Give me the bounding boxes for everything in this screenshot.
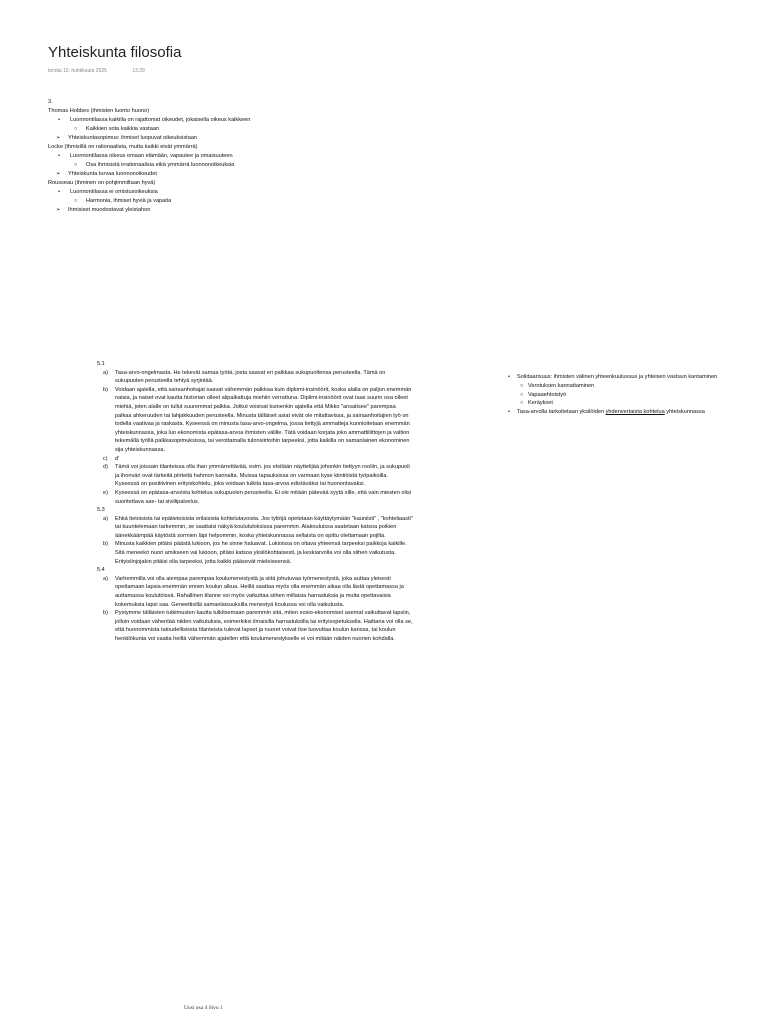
- answer-label: a): [103, 369, 108, 376]
- side-note-item: [508, 373, 768, 382]
- answer-item: [97, 369, 413, 386]
- circle-bullet-icon: ○: [520, 400, 524, 407]
- answer-item: [97, 386, 413, 455]
- answer-text: Ehkä tietoisista tai epätietoisista erilaisista kohtelutavoista. Jos tyttöjä opetetaan käyttäytymään "kauniisti" , "kohteliaasti" tai kuuntelemaan tarkemmin, se saattaisi näkyä koulutuloksissa paremmin. Alakouluissa saatetaan katsoa poikien äänekkäämpää käytöstä sormien läpi helpommin, koska yhteiskunnassa sellaista on opittu olettamaan pojilta.: [115, 515, 413, 539]
- answer-item: [97, 455, 413, 464]
- answer-item: [97, 463, 413, 489]
- section-heading: 5.1: [97, 361, 105, 367]
- answer-text: Varhemmilla voi olla aiempaa parempaa koulumenestystä ja siitä johutuvaa työmenestystä, joka auttaa yleisesti opettamaan lapsia enemmän ennen koulun alkua. Heillä saattaa myös olla enemmän aikaa olla lästä opettamassa ja auttamassa koulutöissä. Rahallinen tilanne voi myös vaikuttaa siihen millaisia harrastuksia ja muita opettavaisia kokemuksia lapsi saa. Geneettisillä samanlaisuuksilla menestyä koulussa voi olla vaikutusta.: [115, 575, 404, 608]
- outline-text: Osa ihmisistä irrationaalisia eikä ymmärrä luonnonoikeuksia: [86, 162, 235, 168]
- notes-outline: [48, 98, 328, 215]
- side-note-text: Vapaaehtoistyö: [528, 391, 567, 398]
- outline-line: [48, 134, 328, 143]
- outline-text: Thomas Hobbes (ihmisten luonto huono): [48, 108, 150, 114]
- outline-line: [48, 188, 328, 197]
- circle-bullet-icon: ○: [74, 126, 78, 132]
- bullet-icon: •: [508, 409, 510, 416]
- outline-line: [48, 98, 328, 107]
- answer-label: c): [103, 455, 108, 462]
- answer-label: a): [103, 515, 108, 522]
- side-note-item: [508, 399, 768, 408]
- side-note-text: Solidaarisuus: ihmisten välinen yhteenkuuluvuus ja yhteisen vastuun kantaminen: [517, 374, 718, 380]
- outline-text: Luonnontilassa oikeus omaan elämään, vapautee ja omaisuuteen: [70, 153, 233, 159]
- answers-block: [97, 360, 413, 644]
- outline-line: [48, 107, 328, 116]
- outline-text: Kaikkien sota kaikkia vastaan: [86, 126, 160, 132]
- outline-line: [48, 161, 328, 170]
- outline-line: [48, 179, 328, 188]
- answer-text: Minusta kaikkien pitäisi päästä lukioon, jos he sinne haluavat. Lukioissa on oltava yhteensä tarpeeksi paikkoja kaikille. Sitä meneekö nuori amikseen vai lukioon, pitäisi katsoa yksilökohtaisesti, ja keskiarvolla voi olla siihen vaikutusta. Erityislinjojakin pitäisi olla tarpeeksi, jotta kaikki pääsevät mieleiseensä.: [115, 541, 407, 565]
- page-footer: Uusi osa 4 Sivu 1: [184, 1005, 223, 1011]
- circle-bullet-icon: ○: [74, 162, 78, 168]
- page-date: torstai 10. huhtikuuta 2025: [48, 68, 107, 74]
- outline-text: Ihmisiset muodostavat yleistahon: [68, 207, 151, 213]
- side-note-text: Keräykset: [528, 400, 553, 407]
- outline-text: Rousseau (ihminen on pohjimmiltaan hyvä): [48, 180, 156, 186]
- answer-text: Voidaan ajatella, että sairaanhoitajat saavat vähemmän palkkaa kuin diplomi-insinöörit, koska alalla on paljon enemmän naisia, ja naiset ovat kautta historian olleet alipalkattuja miehiin verrattuna. Diplimi-insinöörit ovat taas suurin osa olleet miehiä, joten alalle on tullut suuremmat palkka. Jotkut voisivat kuinenkin ajatella että Mikko "ansaitsee" parempaa palkaa ahkeruuden tai lahjakkuuden perusteella. Minusta tälläiset asiat eivät ole mitattavissa, ja sairaanhoitajien työ on todella vaativaa ja raskasta. Kyseessä on minusta tasa-arvo-ongelma, jossa tiettyjä ammatteja kunnioitetaan enemmän yhteiskunnassa, joka luo ekonomista epätasa-arvoa ihmisten välille. Tätä voidaan korjata joko ammattiliittojen ja valtion tekemällä työllä palkkasopimuksissa, tai verottamalla tulonsiirtoihin tarpeeksi, jotta kaikilla on samanlainen ekonominen sija yhteiskunnassa.: [115, 386, 412, 453]
- section-heading: 5.3: [97, 507, 105, 514]
- outline-line: [48, 143, 328, 152]
- outline-text: Harmonia, ihmiset hyviä ja vapaita: [86, 198, 172, 204]
- answer-item: [97, 575, 413, 609]
- arrow-bullet-icon: ➢: [56, 171, 61, 177]
- answer-item: [97, 540, 413, 566]
- bullet-icon: •: [58, 153, 60, 159]
- side-note-item: [508, 391, 768, 400]
- answer-label: b): [103, 386, 108, 393]
- arrow-bullet-icon: ➢: [56, 135, 61, 141]
- circle-bullet-icon: ○: [520, 391, 524, 398]
- outline-line: [48, 170, 328, 179]
- bullet-icon: •: [58, 189, 60, 195]
- answer-label: b): [103, 541, 108, 548]
- side-notes: [508, 373, 768, 417]
- underlined-phrase: yhdenvertaista kohtelua: [605, 409, 665, 416]
- side-note-item: [508, 382, 768, 391]
- outline-line: [48, 125, 328, 134]
- answer-text: Tämä voi joissain tilanteissa olla ihan ymmärrettävää, esim. jos etsitään näyttelijää johonkin tiettyyn rooliin, ja sukupuoli ja ihonväri ovat tärkeitä piirteitä hahmon kannalta. Muissa tapauksissa on varmaan kyse kiintiöistä työpaikoilla. Kyseessä on positiivinen erityiskohtelu, joka voidaan tulkita tasa-arvoa edistäväksi tai huonontavaksi.: [115, 464, 410, 488]
- circle-bullet-icon: ○: [520, 382, 524, 389]
- answer-text: Tasa-arvo-ongelmasta. He tekevät samaa työtä, josta saavat eri palkkaa sukupuoltensa perusteella. Tämä on sukupuolen perusteella tehtyä syrjintää.: [115, 369, 386, 385]
- page-time: 13.29: [132, 68, 145, 74]
- answer-label: d): [103, 464, 108, 471]
- answer-label: b): [103, 610, 108, 617]
- answer-item: [97, 515, 413, 541]
- answer-label: e): [103, 489, 108, 496]
- answer-text: Pystymme tälläisten tutkimusten kautta tulkitsemaan paremmin sitä, miten sosio-ekonomiset asemat vaikuttavat lapsiin, jolloin voidaan vähentää niiden vaikutuksia, esimerkiksi ilmaisilla harrastuksilla tai erityisopetuksella. Haittana voi olla se, että huonommista taloudellisissta tilanteista tulevat lapset ja nuoret voivat itse luovuttaa koulun kanssa, tai koulun henkilökunta voi vaatia heiltä vähemmän ajatellen että koulumenestykselle ei voi mitään näiden nuorien kohdalla.: [115, 610, 413, 642]
- section-heading: 5.4: [97, 567, 105, 574]
- bullet-icon: •: [58, 117, 60, 123]
- circle-bullet-icon: ○: [74, 198, 78, 204]
- side-note-text: Verotuksen kannattaminen: [528, 382, 595, 389]
- answer-item: [97, 609, 413, 643]
- arrow-bullet-icon: ➢: [56, 207, 61, 213]
- side-note-text: yhteiskunnassa: [664, 409, 705, 416]
- side-note-text: Tasa-arvolla tarkoitetaan yksilöiden: [517, 409, 606, 416]
- answer-text: d': [115, 455, 120, 462]
- outline-text: Luonnontilassa kaikilla on rajattomat oikeudet, jokaisella oikeus kaikkeen: [70, 117, 251, 123]
- outline-text: 3.: [48, 99, 53, 105]
- side-note-item: [508, 408, 768, 417]
- answer-text: Kyseessä on epätasa-arvoista kohtelua sukupuolen perusteella. Ei ole mitään pätevää syytä sille, että vain miesten olisi suoritettava ase- tai siviilipalvelus.: [115, 489, 412, 505]
- outline-line: [48, 197, 328, 206]
- outline-line: [48, 152, 328, 161]
- outline-line: [48, 116, 328, 125]
- page-datetime: [48, 68, 169, 74]
- answer-item: [97, 489, 413, 506]
- outline-line: [48, 206, 328, 215]
- outline-text: Luonnontilassa ei omistusoikeuksia: [70, 189, 158, 195]
- outline-text: Yhteiskunta turvaa luonnonoikeudet: [68, 171, 157, 177]
- page-title: Yhteiskunta filosofia: [48, 44, 182, 61]
- outline-text: Locke (Ihmisillä on rationaalista, mutta kaikki eivät ymmärrä): [48, 144, 198, 150]
- bullet-icon: •: [508, 374, 510, 380]
- answer-label: a): [103, 575, 108, 582]
- outline-text: Yhteiskuntasopimus: ihmiset luopuvat oikeuksistaan: [68, 135, 198, 141]
